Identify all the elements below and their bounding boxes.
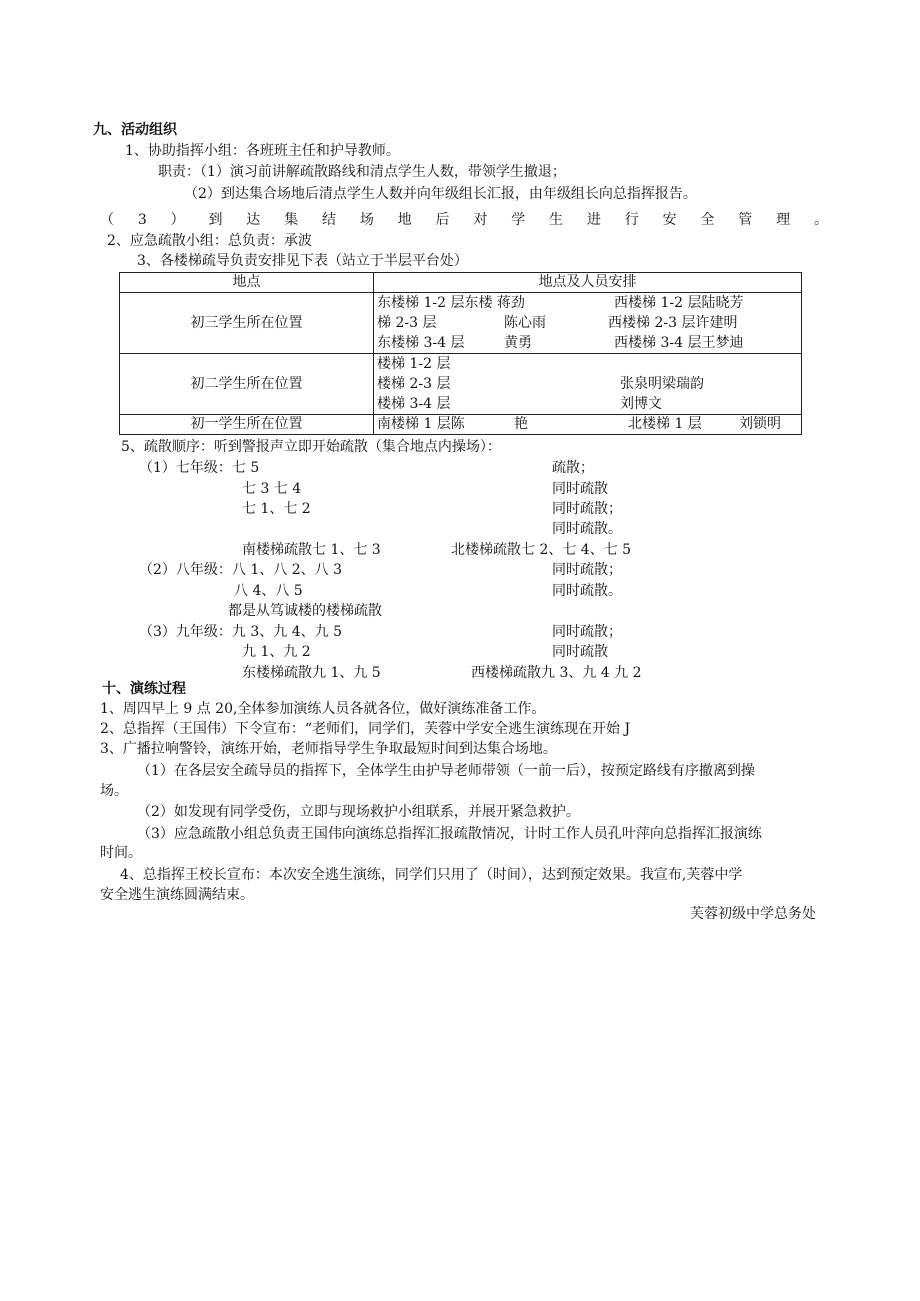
- evac-order-line: 5、疏散顺序：听到警报声立即开始疏散（集合地点内操场）：: [121, 439, 501, 455]
- process-p3: 3、广播拉响警铃，演练开始，老师指导学生争取最短时间到达集合场地。: [100, 741, 557, 757]
- cell-text: 西楼梯 1-2 层陆晓芳: [614, 295, 744, 311]
- grade7-south: 南楼梯疏散七 1、七 3: [242, 542, 381, 558]
- cell-text: 楼梯 1-2 层: [377, 356, 451, 372]
- row-cell-grade8: [374, 354, 802, 415]
- char: （: [100, 212, 114, 228]
- cell-text: 陈心雨: [504, 315, 546, 331]
- emergency-group-line: 2、应急疏散小组：总负责：承波: [107, 233, 312, 249]
- table-row: [120, 354, 802, 415]
- grade7-r4: 同时疏散。: [552, 521, 622, 537]
- section-10-heading: 十、演练过程: [102, 681, 186, 697]
- stair-arrangement-table: [119, 272, 802, 435]
- cell-text: 东楼梯 1-2 层东楼 蒋劲: [377, 295, 525, 311]
- grade8-line: （2）八年级：八 1、八 2、八 3: [139, 562, 342, 578]
- process-p3-2: （2）如发现有同学受伤，立即与现场救护小组联系，并展开紧急救护。: [137, 804, 580, 820]
- cell-text: 刘博文: [620, 396, 662, 412]
- cell-text: 黄勇: [504, 335, 532, 351]
- grade9-r2: 同时疏散: [552, 644, 608, 660]
- cell-text: 刘锁明: [739, 416, 781, 432]
- char: 场: [359, 212, 374, 228]
- char: 管: [738, 212, 753, 228]
- char: 全: [700, 212, 715, 228]
- process-p3-1a: （1）在各层安全疏导员的指挥下，全体学生由护导老师带领（一前一后），按预定路线有序撤离到操: [137, 763, 755, 779]
- coordination-group-line: 1、协助指挥小组：各班班主任和护导教师。: [125, 143, 400, 159]
- duty-line-2: （2）到达集合场地后清点学生人数并向年级组长汇报，由年级组长向总指挥报告。: [184, 186, 697, 202]
- cell-text: 东楼梯 3-4 层: [377, 335, 465, 351]
- char: 学: [511, 212, 526, 228]
- process-p2: 2、总指挥（王国伟）下令宣布：“老师们，同学们，芙蓉中学安全逃生演练现在开始 J: [100, 721, 631, 737]
- grade7-line: （1）七年级：七 5: [139, 460, 260, 476]
- grade7-r2: 同时疏散: [552, 481, 608, 497]
- process-p3-3b: 时间。: [100, 845, 142, 861]
- cell-text: 梯 2-3 层: [377, 315, 437, 331]
- grade8-r2: 同时疏散。: [552, 583, 622, 599]
- cell-text: 楼梯 2-3 层: [377, 376, 451, 392]
- char: 理: [776, 212, 791, 228]
- cell-text: 西楼梯 2-3 层许建明: [608, 315, 738, 331]
- char: 安: [662, 212, 677, 228]
- grade7-b: 七 3 七 4: [242, 481, 302, 497]
- process-p3-1b: 场。: [100, 783, 128, 799]
- char: 结: [321, 212, 336, 228]
- header-arrangement: 地点及人员安排: [374, 273, 802, 293]
- table-header-row: [120, 273, 802, 293]
- section-9-heading: 九、活动组织: [93, 122, 177, 138]
- char: 。: [813, 212, 828, 228]
- grade9-west: 西楼梯疏散九 3、九 4 九 2: [471, 665, 642, 681]
- grade8-b: 八 4、八 5: [234, 583, 303, 599]
- cell-text: 北楼梯 1 层: [628, 416, 702, 432]
- grade8-note: 都是从笃诚楼的楼梯疏散: [228, 603, 382, 619]
- row-label-grade7: 初一学生所在位置: [120, 415, 374, 435]
- table-row: [120, 415, 802, 435]
- duty-line-3-spread: [100, 211, 828, 229]
- process-p3-3a: （3）应急疏散小组总负责王国伟向演练总指挥汇报疏散情况，计时工作人员孔叶萍向总指挥汇报演练: [137, 826, 762, 842]
- cell-text: 张泉明梁瑞韵: [620, 376, 704, 392]
- char: 到: [208, 212, 223, 228]
- char: 生: [549, 212, 564, 228]
- cell-text: 南楼梯 1 层陈: [377, 416, 465, 432]
- cell-text: 楼梯 3-4 层: [377, 396, 451, 412]
- grade7-north: 北楼梯疏散七 2、七 4、七 5: [451, 542, 632, 558]
- char: 后: [435, 212, 450, 228]
- char: 进: [586, 212, 601, 228]
- table-row: [120, 293, 802, 354]
- row-label-grade8: 初二学生所在位置: [120, 354, 374, 415]
- grade7-r3: 同时疏散；: [552, 501, 622, 517]
- stair-table-caption: 3、各楼梯疏导负责安排见下表（站立于半层平台处）: [137, 253, 468, 269]
- signature: 芙蓉初级中学总务处: [690, 906, 816, 922]
- char: 行: [624, 212, 639, 228]
- grade7-c: 七 1、七 2: [242, 501, 311, 517]
- cell-text: 艳: [514, 416, 528, 432]
- grade7-r1: 疏散；: [552, 460, 594, 476]
- grade9-east: 东楼梯疏散九 1、九 5: [242, 665, 381, 681]
- row-label-grade9: 初三学生所在位置: [120, 293, 374, 354]
- char: 地: [397, 212, 412, 228]
- char: 集: [284, 212, 299, 228]
- process-p4a: 4、总指挥王校长宣布：本次安全逃生演练，同学们只用了（时间），达到预定效果。我宣布,芙蓉中学: [120, 867, 743, 883]
- char: 3: [137, 212, 147, 228]
- duty-line-1: 职责：（1）演习前讲解疏散路线和清点学生人数，带领学生撤退；: [158, 164, 566, 180]
- process-p4b: 安全逃生演练圆满结束。: [100, 887, 254, 903]
- header-location: 地点: [120, 273, 374, 293]
- grade9-b: 九 1、九 2: [242, 644, 311, 660]
- char: 达: [246, 212, 261, 228]
- process-p1: 1、周四早上 9 点 20,全体参加演练人员各就各位，做好演练准备工作。: [100, 701, 546, 717]
- grade9-line: （3）九年级：九 3、九 4、九 5: [139, 624, 342, 640]
- char: 对: [473, 212, 488, 228]
- grade9-r1: 同时疏散；: [552, 624, 622, 640]
- grade8-r1: 同时疏散；: [552, 562, 622, 578]
- cell-text: 西楼梯 3-4 层王梦迪: [614, 335, 744, 351]
- row-cell-grade9: [374, 293, 802, 354]
- char: ）: [170, 212, 185, 228]
- row-cell-grade7: [374, 415, 802, 435]
